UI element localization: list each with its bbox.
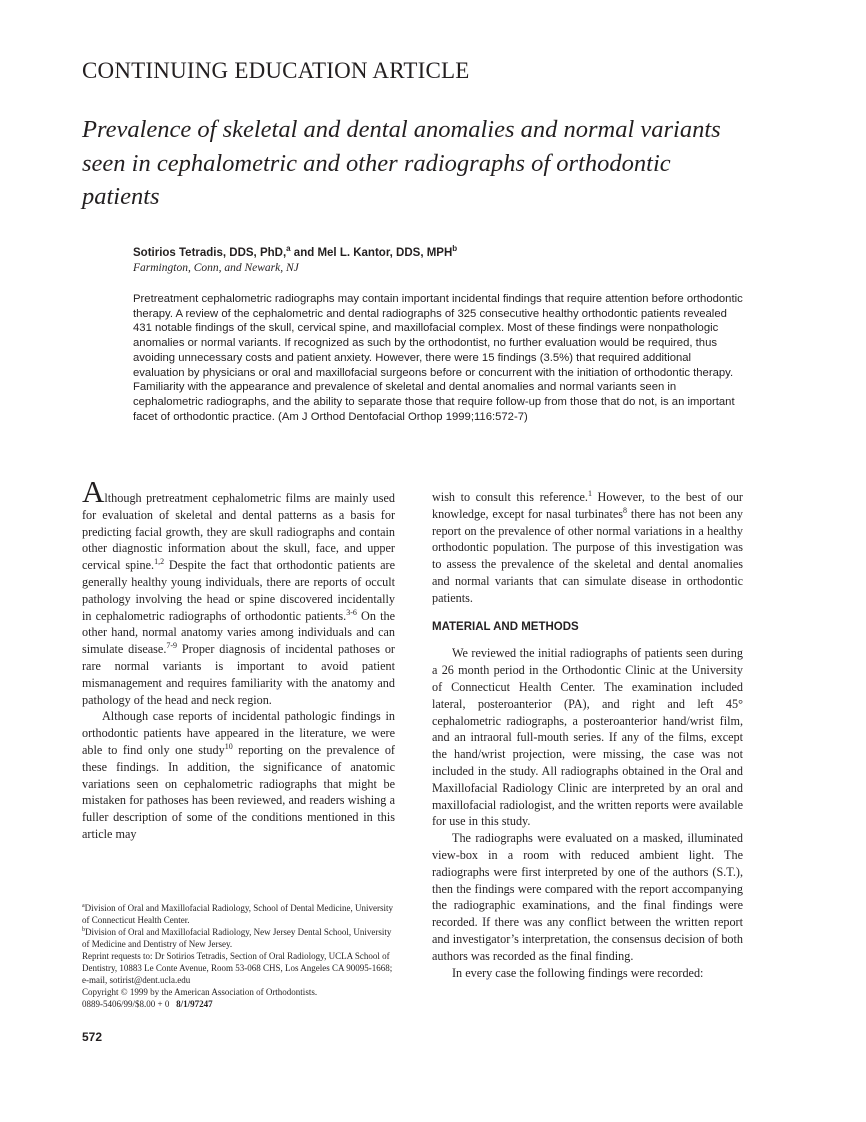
methods-paragraph-2: The radiographs were evaluated on a masked, illuminated view-box in a room with reduced ambient light. The radiographs were first interpreted by one of the authors (S.T.), then the findings were compared with the report accompanying the radiographic examinations, and the final findings were recorded. If there was any conflict between the written report and investigator’s interpretation, the consensus decision of both authors was recorded as the final finding. bbox=[432, 831, 743, 963]
intro-paragraph-1 bbox=[82, 474, 395, 708]
article-code bbox=[82, 998, 398, 1010]
text-run: there has not been any report on the prevalence of other normal variations in a healthy orthodontic population. The purpose of this investigation was to assess the prevalence of the skeletal and dental anomalies and normal variants that can simulate disease in orthodontic patients. bbox=[432, 506, 744, 605]
author-1-affiliation-mark: a bbox=[286, 244, 291, 253]
author-byline bbox=[133, 244, 457, 259]
page-number: 572 bbox=[82, 1030, 103, 1044]
text-run: On the other hand, normal anatomy varies among individuals and can simulate disease. bbox=[82, 608, 395, 657]
footnotes bbox=[82, 902, 398, 1010]
text-run: reporting on the prevalence of these findings. In addition, the significance of anatomic variations seen on cephalometric radiographs that might be mistaken for pathoses has been reviewed, and readers wishing a fuller description of some of the conditions mentioned in this article may bbox=[82, 742, 395, 841]
author-2: Mel L. Kantor, DDS, MPH bbox=[317, 246, 453, 259]
author-location: Farmington, Conn, and Newark, NJ bbox=[133, 262, 299, 274]
methods-paragraph-1: We reviewed the initial radiographs of patients seen during a 26 month period in the Orthodontic Clinic at the University of Connecticut Health Center. The examination included lateral, posteroanterior (PA), and right and left 45° cephalometric radiographs, a posteroanterior hand/wrist film, and an intraoral full-mouth series. If any of the films, except the hand/wrist projection, were missing, the case was not included in the study. All radiographs obtained in the Oral and Maxillofacial Radiology Clinic are interpreted by an oral and maxillofacial radiologist, and the written reports were available for use in this study. bbox=[432, 646, 743, 829]
intro-paragraph-2 bbox=[82, 708, 395, 842]
text-run: lthough pretreatment cephalometric films are mainly used for evaluation of skeletal and dental patterns as a basis for predicting facial growth, they are skull radiographs and contain other diagnostic information about the skull, face, and upper cervical spine. bbox=[82, 491, 395, 573]
citation: 8 bbox=[623, 505, 628, 515]
citation: 7-9 bbox=[166, 641, 178, 651]
text-run: wish to consult this reference. bbox=[432, 490, 588, 504]
section-heading: CONTINUING EDUCATION ARTICLE bbox=[82, 58, 470, 83]
footnote-mark: b bbox=[82, 927, 85, 933]
footnote-text: Division of Oral and Maxillofacial Radiology, School of Dental Medicine, University of Connecticut Health Center. bbox=[82, 903, 394, 925]
text-run: Although case reports of incidental pathologic findings in orthodontic patients have appeared in the literature, we were able to find only one study bbox=[82, 709, 395, 757]
author-connector: and bbox=[290, 246, 318, 259]
abstract: Pretreatment cephalometric radiographs may contain important incidental findings that require attention before orthodontic therapy. A review of the cephalometric and dental radiographs of 325 consecutive healthy orthodontic patients revealed 431 notable findings of the skull, cervical spine, and maxillofacial complex. Most of these findings were nonpathologic anomalies or normal variants. If recognized as such by the orthodontist, no further evaluation would be required, thus avoiding unnecessary costs and patient anxiety. However, there were 15 findings (3.5%) that required additional evaluation by physicians or oral and maxillofacial surgeons before or concurrent with the initiation of orthodontic therapy. Familiarity with the appearance and prevalence of skeletal and dental anomalies and normal variants seen in cephalometric radiographs, and the ability to separate those that require follow-up from those that do not, is an important facet of orthodontic practice. (Am J Orthod Dentofacial Orthop 1999;116:572-7) bbox=[133, 293, 743, 423]
footnote-b bbox=[82, 926, 398, 950]
footnote-text: Division of Oral and Maxillofacial Radiology, New Jersey Dental School, University of Medicine and Dentistry of New Jersey. bbox=[82, 927, 392, 949]
copyright-notice: Copyright © 1999 by the American Association of Orthodontists. bbox=[82, 987, 318, 997]
citation: 1,2 bbox=[154, 557, 165, 567]
reprint-requests: Reprint requests to: Dr Sotirios Tetradis, Section of Oral Radiology, UCLA School of Dentistry, 10883 Le Conte Avenue, Room 53-068 CHS, Los Angeles CA 90095-1668; e-mail, sotirist@dent.ucla.edu bbox=[82, 951, 393, 985]
author-1: Sotirios Tetradis, DDS, PhD, bbox=[133, 246, 287, 259]
article-title: Prevalence of skeletal and dental anomalies and normal variants seen in cephalometric and other radiographs of orthodontic patients bbox=[82, 116, 721, 210]
methods-paragraph-3: In every case the following findings were recorded: bbox=[452, 965, 704, 980]
body-column-left bbox=[82, 474, 395, 843]
text-run: Despite the fact that orthodontic patients are generally healthy young individuals, there are reports of occult pathology involving the head or spine discovered incidentally in cephalometric radiographs of orthodontic patients. bbox=[82, 558, 395, 623]
drop-cap: A bbox=[82, 474, 105, 509]
citation: 3-6 bbox=[346, 607, 357, 617]
footnote-a bbox=[82, 902, 398, 926]
citation: 10 bbox=[224, 741, 233, 751]
text-run: However, to the best of our knowledge, except for nasal turbinates bbox=[432, 490, 743, 521]
body-column-right bbox=[432, 489, 743, 981]
author-2-affiliation-mark: b bbox=[452, 244, 458, 253]
citation: 1 bbox=[587, 488, 592, 498]
article-id: 8/1/97247 bbox=[176, 999, 213, 1009]
methods-heading: MATERIAL AND METHODS bbox=[432, 620, 579, 633]
text-run: Proper diagnosis of incidental pathoses or rare normal variants is important to avoid patient mismanagement and requires familiarity with the anatomy and pathology of the head and neck region. bbox=[82, 642, 395, 707]
footnote-mark: a bbox=[82, 903, 85, 909]
intro-paragraph-continued bbox=[432, 489, 743, 607]
issn-code: 0889-5406/99/$8.00 + 0 bbox=[82, 999, 170, 1009]
